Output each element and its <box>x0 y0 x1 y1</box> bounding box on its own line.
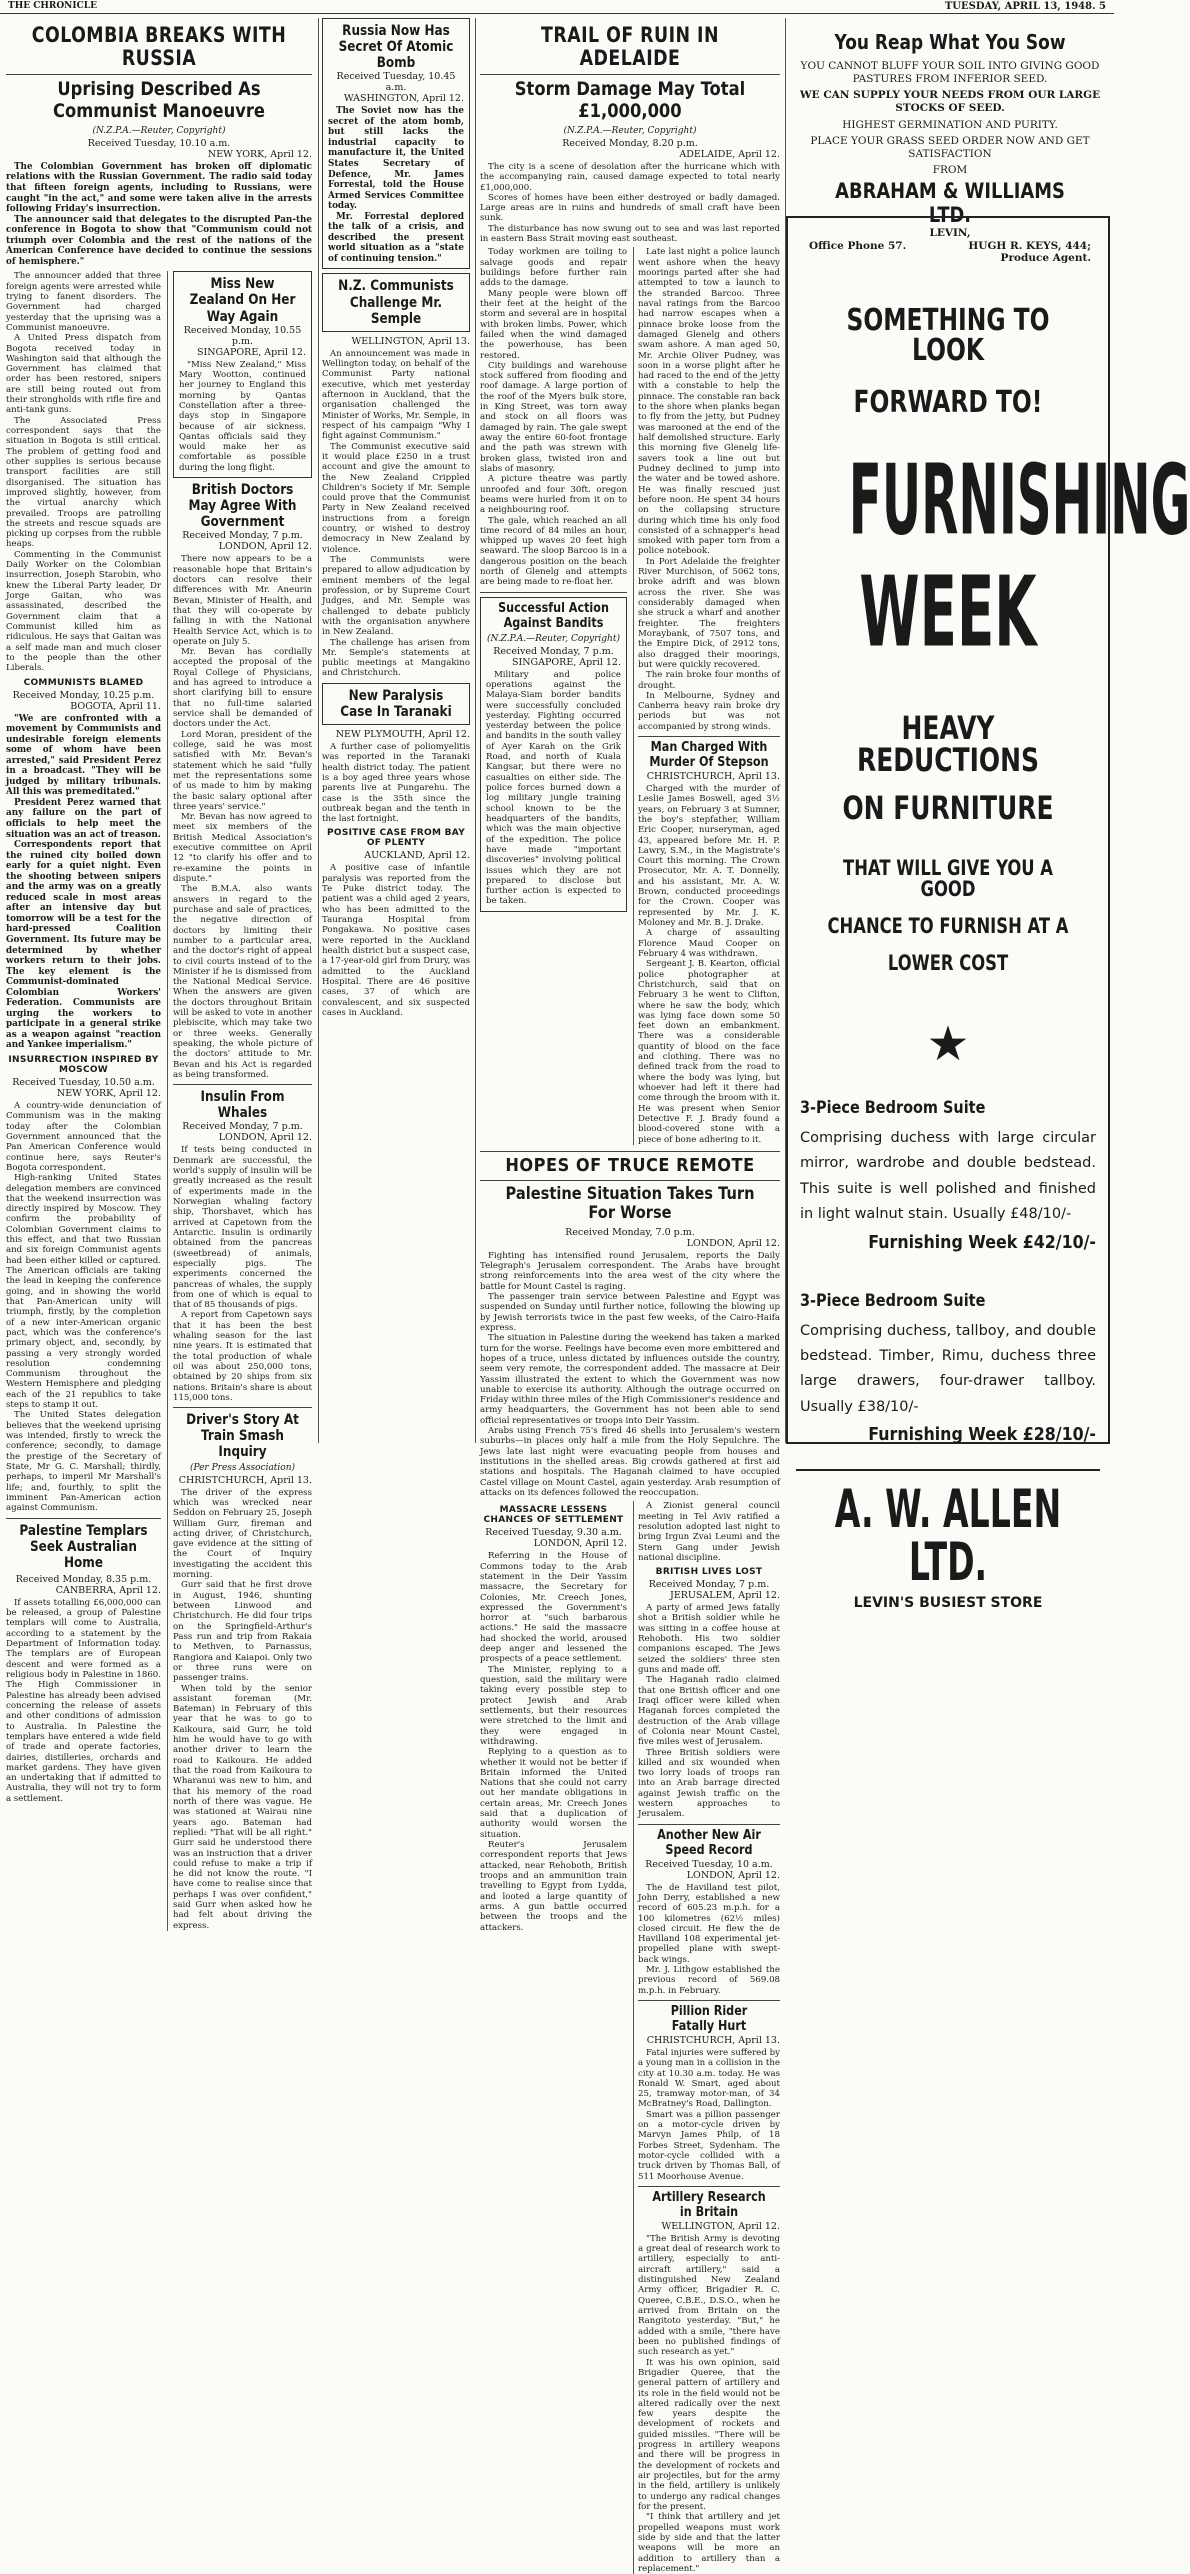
headline-semple: N.Z. Communists Challenge Mr. Semple <box>338 278 454 327</box>
dateline: SINGAPORE, April 12. <box>196 346 306 358</box>
paragraph: Three British soldiers were killed and six wounded when two lorry loads of troops ran into an Arab barrage directed against Jewish traffic on the western approaches to Jerusalem. <box>638 1747 780 1820</box>
article-miss-nz <box>173 271 312 478</box>
dateline: ADELAIDE, April 12. <box>679 148 780 160</box>
paragraph: In Melbourne, Sydney and Canberra heavy rain broke dry periods but was not accompanied by strong winds. <box>638 690 780 732</box>
paragraph: The B.M.A. also wants answers in regard to the purchase and sale of practices, the negative direction of doctors by limiting their number to a particular area, and the doctor's right of appeal to civil courts instead of to the Minister if he is dismissed from the National Medical Service. When the answers are given the doctors throughout Britain will be asked to vote in another plebiscite, which may take two or three weeks. Generally speaking, the whole picture of the doctors' attitude to Mr. Bevan and his Act is regarded as being transformed. <box>173 884 312 1080</box>
paragraph: A party of armed Jews fatally shot a British soldier while he was sitting in a coffee house at Rehoboth. His two soldier companions escaped. The Jews seized the soldiers' three sten guns and made off. <box>638 1603 780 1676</box>
paragraph: Gurr said that he first drove in August, 1946, shunting between Linwood and Christchurch. He did four trips on the Springfield-Arthur's Pass run and trip from Rakaia to Methven, to Parnassus, Rangiora and Kaiapoi. Only two or three runs were on passenger trains. <box>173 1580 312 1684</box>
paragraph: Commenting in the Communist Daily Worker on the Colombian insurrection, Joseph Starobin, who knew the Liberal Party leader, Dr Jorge Gaitan, who was assassinated, described the Government claim that a Communist killed him as ridiculous. He says that Gaitan was a self made man and much closer to the people than the other Liberals. <box>6 549 161 674</box>
ad2-line: HEAVY REDUCTIONS <box>857 709 1039 779</box>
paragraph: "The British Army is devoting a great deal of research work to artillery, especially to anti-aircraft artillery," said a distinguished New Zealand Army officer, Brigadier R. C. Queree, C.B.E., D.S.O., when he arrived from Britain on the Rangitoto yesterday. "But," he added with a smile, "there have been no published findings of such research as yet." <box>638 2233 780 2358</box>
dateline: NEW PLYMOUTH, April 12. <box>335 728 470 740</box>
paragraph: A country-wide denunciation of Communism was in the making today after the Colombian Government announced that the Pan American Conference would continue here, says Reuter's Bogota correspondent. <box>6 1101 161 1173</box>
star-icon: ★ <box>926 1016 970 1072</box>
paragraph: In Port Adelaide the freighter River Murchison, of 5062 tons, broke adrift and was blown across the river. She was considerably damaged when she struck a wharf and another freighter. The freighters Moraybank, of 7507 tons, and the Empire Dick, of 2912 tons, also dragged their moorings, but were quickly recovered. <box>638 556 780 670</box>
received: Received Monday, 7 p.m. <box>493 645 614 657</box>
paragraph: The Communists were prepared to allow adjudication by eminent members of the legal profession, or by Supreme Court Judges, and Mr. Semple was challenged to debate publicly with the organisation anywhere in New Zealand. <box>322 555 470 638</box>
headline-adelaide: TRAIL OF RUIN IN ADELAIDE <box>541 23 719 71</box>
ad1-agent: HUGH R. KEYS, 444; <box>968 240 1091 253</box>
subhead-communists-blamed: COMMUNISTS BLAMED <box>23 677 144 688</box>
issue-date: TUESDAY, APRIL 13, 1948. 5 <box>944 1 1106 12</box>
paragraph: The United States delegation believes that the weekend uprising was intended, firstly to wreck the conference; secondly, to damage the prestige of the Secretary of State, Mr G. C. Marshall; thirdly, perhaps, to imperil Mr Marshall's life; and, fourthly, to split the imminent Pan-American action against Communism. <box>6 1410 161 1514</box>
subhead-massacre: MASSACRE LESSENS CHANCES OF SETTLEMENT <box>483 1505 624 1526</box>
dateline: NEW YORK, April 12. <box>207 148 312 160</box>
paragraph: The Communist executive said it would place £250 in a trust account and give the amount to the New Zealand Crippled Children's Society if Mr. Semple could prove that the Communist Party in New Zealand received instructions from a foreign country, or wished to destroy democracy in New Zealand by violence. <box>322 441 470 555</box>
received: Received Monday, 7 p.m. <box>648 1579 770 1591</box>
paragraph: Correspondents report that the ruined city boiled down early for a quiet night. Even the shooting between snipers and the army was on a greatly reduced scale in most areas after an intensive day but tomorrow will be a test for the hard-pressed Coalition Government. Its future may be determined by whether workers return to their jobs. The key element is the Communist-dominated Colombian Workers' Federation. Communists are urging the workers to participate in a general strike as a weapon against "reaction and Yankee imperialism." <box>6 840 161 1051</box>
article-bandits <box>480 597 627 912</box>
received: Received Monday, 10.25 p.m. <box>12 689 155 701</box>
ad2-line: FORWARD TO! <box>853 385 1043 420</box>
paragraph: Fatal injuries were suffered by a young man in a collision in the city at 10.30 a.m. today. He was Ronald W. Smart, aged about 25, tramway motor-man, of 34 McBratney's Road, Dallington. <box>638 2047 780 2110</box>
paragraph: Lord Moran, president of the college, said he was most satisfied with Mr. Bevan's statement which he said "fully met the representations some of us made to him by making the basic salary optional after three years' service." <box>173 729 312 812</box>
paragraph: A Zionist general council meeting in Tel Aviv ratified a resolution adopted last night to bring Irgun Zvai Leumi and the Stern Gang under Jewish national discipline. <box>638 1501 780 1563</box>
paragraph: The Soviet now has the secret of the atom bomb, but still lacks the industrial capacity to manufacture it, the United States Secretary of Defence, Mr. James Forrestal, told the House Armed Services Committee today. <box>328 106 464 212</box>
ad-furnishing-week <box>786 216 1190 1611</box>
headline-colombia: COLOMBIA BREAKS WITH RUSSIA <box>31 23 287 71</box>
suite-2-description: Comprising duchess, tallboy, and double bedstead. Timber, Rimu, duchess three large drawers, four-drawer tallboy. Usually £38/10/- <box>800 1322 1096 1415</box>
subhead-palestine: Palestine Situation Takes Turn For Worse <box>505 1183 755 1224</box>
received: Received Monday, 8.35 p.m. <box>15 1573 152 1585</box>
credit: (N.Z.P.A.—Reuter, Copyright) <box>563 125 697 136</box>
paragraph: The de Havilland test pilot, John Derry, established a new record of 605.23 m.p.h. for a 100 kilometres (62½ miles) closed circuit. He flew the de Havilland 108 experimental jet-propelled plane with swept-back wings. <box>638 1882 780 1965</box>
paragraph: President Perez warned that any failure on the part of officials to help meet the situation was an act of treason. <box>6 797 161 840</box>
received: Received Tuesday, 10 a.m. <box>645 1858 773 1870</box>
headline-air-speed: Another New Air Speed Record <box>657 1827 761 1858</box>
paragraph: "We are confronted with a movement by Communists and undesirable foreign elements some of whom have been arrested," said President Perez in a broadcast. "They will be judged by military tribunals. All this was premeditated." <box>6 713 161 798</box>
dateline: WASHINGTON, April 12. <box>343 93 464 105</box>
column-colombia <box>6 18 312 1931</box>
headline-pillion: Pillion Rider Fatally Hurt <box>670 2004 748 2034</box>
received: Received Tuesday, 9.30 a.m. <box>485 1527 622 1539</box>
received: Received Tuesday, 10.50 a.m. <box>12 1077 155 1089</box>
ad1-line: PLACE YOUR GRASS SEED ORDER NOW AND GET SATISFACTION <box>810 134 1090 160</box>
subhead-colombia: Uprising Described As Communist Manoeuvre <box>52 78 266 123</box>
paragraph: The challenge has arisen from Mr. Semple's statements at public meetings at Mangakino and Christchurch. <box>322 637 470 679</box>
paragraph: A United Press dispatch from Bogota received today in Washington said that although the Government has claimed that order has been restored, snipers are still being routed out from their strongholds with rifle fire and anti-tank guns. <box>6 333 161 416</box>
paragraph: Mr. Forrestal deplored the talk of a crisis, and described the present world situation as a "state of continuing tension." <box>328 211 464 264</box>
dateline: BOGOTA, April 11. <box>70 700 161 712</box>
paragraph: Arabs using French 75's fired 46 shells into Jerusalem's western suburbs—in places only half a mile from the Holy Sepulchre. The Jews late last night were evacuating people from houses and institutions in the shelled areas. Big crowds gathered at first aid stations and hospitals. The Haganah claimed to have occupied Castel village on Mount Castel, again yesterday. Arab resumption of attacks on its defences followed the reoccupation. <box>480 1426 780 1498</box>
masthead <box>0 0 1114 14</box>
ad1-agent-role: Produce Agent. <box>1000 252 1091 265</box>
ad2-company: A. W. ALLEN LTD. <box>834 1477 1062 1593</box>
suite-1-price: Furnishing Week £42/10/- <box>868 1231 1096 1253</box>
received: Received Monday, 7 p.m. <box>182 530 303 542</box>
ad1-line: HIGHEST GERMINATION AND PURITY. <box>842 118 1058 131</box>
credit: (N.Z.P.A.—Reuter, Copyright) <box>92 125 226 136</box>
dateline: CHRISTCHURCH, April 13. <box>646 2034 780 2046</box>
ad2-line: CHANCE TO FURNISH AT A <box>827 914 1069 938</box>
paragraph: The rain broke four months of drought. <box>638 670 780 691</box>
headline-paralysis: New Paralysis Case In Taranaki <box>340 687 452 720</box>
paragraph: When told by the senior assistant foreman (Mr. Bateman) in February of this year that he was to go to Kaikoura, said Gurr, he told him he would have to go with another driver to learn the road to Kaikoura. He added that the road from Kaikoura to Wharanui was new to him, and that his memory of the road north of there was vague. He was stationed at Wairau nine years ago. Bateman had replied: "That will be all right." Gurr said he understood there was an instruction that a driver could refuse to make a trip if he did not know the route. "I have come to realise since that perhaps I was over confident," said Gurr when asked how he had felt about driving the express. <box>173 1683 312 1931</box>
dateline: JERUSALEM, April 12. <box>670 1590 780 1602</box>
subhead-bay-of-plenty: POSITIVE CASE FROM BAY OF PLENTY <box>326 828 466 849</box>
paragraph: The driver of the express which was wrecked near Seddon on February 25, Joseph William Gurr, fireman and acting driver, of Christchurch, gave evidence at the sitting of the Court of Inquiry investigating the accident this morning. <box>173 1487 312 1581</box>
dateline: AUCKLAND, April 12. <box>364 850 470 862</box>
paragraph: Smart was a pillion passenger on a motor-cycle driven by Marvyn James Philp, of 18 Forbes Street, Sydenham. The motor-cycle collided with a truck driven by Thomas Ball, of 511 Moorhouse Avenue. <box>638 2109 780 2182</box>
ad2-tagline: LEVIN'S BUSIEST STORE <box>853 1595 1043 1611</box>
headline-doctors: British Doctors May Agree With Government <box>188 482 297 531</box>
dateline: CHRISTCHURCH, April 13. <box>646 770 780 782</box>
suite-1 <box>788 1098 1108 1253</box>
article-atomic <box>322 18 470 269</box>
paragraph: If tests being conducted in Denmark are successful, the world's supply of insulin will be greatly increased as the result of experiments made in the Norwegian whaling factory ship, Thorshavet, which has arrived at Capetown from the Antarctic. Insulin is ordinarily obtained from the pancreas (sweetbread) of animals, especially pigs. The experiments concerned the pancreas of whales, the supply from one of which is equal to that of 85 thousands of pigs. <box>173 1145 312 1311</box>
paragraph: Charged with the murder of Leslie James Boswell, aged 3½ years, on February 3 at Sumner, the boy's stepfather, William Eric Cooper, nurseryman, aged 43, appeared before Mr. H. P. Lawry, S.M., in the Magistrate's Court this morning. The Crown Prosecutor, Mr. A. T. Donnelly, and his assistant, Mr. A. W. Brown, conducted proceedings for the Crown. Cooper was represented by Mr. J. K. Moloney and Mr. B. J. Drake. <box>638 783 780 928</box>
ad2-line: ON FURNITURE <box>842 789 1054 827</box>
paragraph: The disturbance has now swung out to sea and was last reported in eastern Bass Strait moving east southeast. <box>480 223 780 245</box>
dateline: LONDON, April 12. <box>218 1132 312 1144</box>
article-communists-semple <box>322 273 470 331</box>
paragraph: The situation in Palestine during the weekend has taken a marked turn for the worse. Feelings have become even more embittered and hopes of a truce, unless dictated by influences outside the country, seem very remote, the correspondent added. The massacre at Deir Yassim illustrated the extent to which the Government was now unable to exercise its authority. Although the outrage occurred on Friday within three miles of the High Commissioner's residence and army headquarters, the Government has not been able to send official representatives or troops into Deir Yassim. <box>480 1333 780 1426</box>
paragraph: The city is a scene of desolation after the hurricane which with the accompanying rain, caused damage expected to total nearly £1,000,000. <box>480 161 780 193</box>
ad1-line: YOU CANNOT BLUFF YOUR SOIL INTO GIVING GOOD PASTURES FROM INFERIOR SEED. <box>800 60 1100 86</box>
paragraph: Today workmen are toiling to salvage goods and repair buildings before further rain adds to the damage. <box>480 247 627 289</box>
ad1-company: ABRAHAM & WILLIAMS LTD. <box>835 179 1065 227</box>
received: Received Tuesday, 10.45 a.m. <box>336 71 456 94</box>
received: Received Monday, 8.20 p.m. <box>562 137 698 149</box>
received: Received Monday, 10.55 p.m. <box>183 324 302 347</box>
subhead-british-lives: BRITISH LIVES LOST <box>655 1567 763 1578</box>
paragraph: There now appears to be a reasonable hope that Britain's doctors can resolve their differences with Mr. Aneurin Bevan, Minister of Health, and that they will co-operate by falling in with the National Health Service Act, which is to operate on July 5. <box>173 554 312 647</box>
lead-paragraph: The Colombian Government has broken off diplomatic relations with the Russian Government. The radio said today that fifteen foreign agents, including to Russians, were caught "in the act," and some were taken alive in the arrests following Friday's insurrection. <box>6 161 312 215</box>
ad1-town: LEVIN, <box>929 227 971 239</box>
dateline: WELLINGTON, April 12. <box>661 2220 780 2232</box>
headline-miss-nz: Miss New Zealand On Her Way Again <box>189 276 296 325</box>
suite-2-title: 3-Piece Bedroom Suite <box>800 1290 986 1311</box>
dateline: CHRISTCHURCH, April 13. <box>178 1474 312 1486</box>
paragraph: A charge of assaulting Florence Maud Cooper on February 4 was withdrawn. <box>638 928 780 959</box>
paragraph: Mr. Bevan has cordially accepted the proposal of the Royal College of Physicians, and has agreed to introduce a short clarifying bill to ensure that no full-time salaried service shall be demanded of doctors under the Act. <box>173 647 312 730</box>
paragraph: The Associated Press correspondent says that the situation in Bogota is still critical. The problem of getting food and other supplies is serious because transport facilities are still disorganised. The situation has improved slightly, however, from the virtual anarchy which prevailed. Troops are patrolling the streets and rescue squads are picking up corpses from the rubble heaps. <box>6 415 161 550</box>
dateline: NEW YORK, April 12. <box>56 1088 161 1100</box>
paragraph: Late last night a police launch went ashore when the heavy moorings parted after she had attempted to tow a launch to the stranded Barcoo. Three naval ratings from the Barcoo had narrow escapes when a pinnace broke loose from the damaged Glenelg and others swam ashore. A man aged 50, Mr. Archie Oliver Pudney, was soon in a worse plight after he had raced to the end of the jetty with a constable to help the pinnace. The constable ran back to the shore when planks began to fly from the jetty, but Pudney was marooned at the end of the half demolished structure. Early this morning five Glenelg life-savers took a line out but Pudney declined to jump into the water and be towed ashore. He was finally rescued just before noon. He spent 34 hours on the collapsing structure during which time his only food consisted of a schnapper's head smoked with paper torn from a police notebook. <box>638 247 780 557</box>
dateline: LONDON, April 12. <box>218 541 312 553</box>
headline-artillery: Artillery Research in Britain <box>652 2189 766 2220</box>
paragraph: City buildings and warehouse stock suffered from flooding and roof damage. A large portion of the roof of the Myers bulk store, in King Street, was torn away and stock on all floors was damaged by rain. The gale swept away the entire 60-foot frontage and the path was strewn with broken glass, twisted iron and slabs of masonry. <box>480 360 627 474</box>
paragraph: Fighting has intensified round Jerusalem, reports the Daily Telegraph's Jerusalem correspondent. The Arabs have brought strong reinforcements into the area west of the city where the battle for Mount Castel is raging. <box>480 1250 780 1292</box>
paragraph: "I think that artillery and jet propelled weapons must work side by side and that the latter weapons will be more an addition to artillery than a replacement." <box>638 2512 780 2574</box>
ad2-furnishing: FURNISHING <box>848 444 1190 558</box>
suite-1-description: Comprising duchess with large circular mirror, wardrobe and double bedstead. This suite is well polished and finished in light walnut stain. Usually £48/10/- <box>800 1130 1096 1223</box>
dateline: LONDON, April 12. <box>533 1538 627 1550</box>
paragraph: Many people were blown off their feet at the height of the storm and several are in hospital with broken limbs. Power, which failed when the wind damaged the powerhouse, has been restored. <box>480 288 627 361</box>
dateline: WELLINGTON, April 13. <box>351 335 470 347</box>
paragraph: A positive case of infantile paralysis was reported from the Te Puke district today. The patient was a child aged 2 years, who has been admitted to the Tauranga Hospital from Pongakawa. No positive cases were reported in the Auckland health district but a suspect case, a 17-year-old girl from Drury, was admitted to the Auckland Hospital. There are 46 positive cases, 37 of which are convalescent, and six suspected cases in Auckland. <box>322 863 470 1018</box>
subhead-storm: Storm Damage May Total £1,000,000 <box>514 78 746 123</box>
column-2 <box>322 18 470 1443</box>
received: Received Tuesday, 10.10 a.m. <box>87 137 231 149</box>
dateline: LONDON, April 12. <box>686 1869 780 1881</box>
dateline: CANBERRA, April 12. <box>55 1584 161 1596</box>
headline-bandits: Successful Action Against Bandits <box>498 600 609 631</box>
headline-murder: Man Charged With Murder Of Stepson <box>649 740 769 770</box>
headline-atomic: Russia Now Has Secret Of Atomic Bomb <box>338 23 454 72</box>
headline-train-smash: Driver's Story At Train Smash Inquiry <box>186 1412 299 1461</box>
ad1-title: You Reap What You Sow <box>834 30 1066 54</box>
ad2-line: THAT WILL GIVE YOU A GOOD <box>843 856 1053 901</box>
paragraph: Sergeant J. B. Kearton, official police photographer at Christchurch, said that on February 3 he went to Clifton, where he saw the body, which was lying face down some 50 feet down an embankment. There was a considerable quantity of blood on the face and clothing. There was no defined track from the road to where the body was lying, but whoever had left it there had come through the broom with it. He was present when Senior Detective F. J. Brady found a blood-covered stone with a piece of bone adhering to it. <box>638 959 780 1145</box>
paragraph: Referring in the House of Commons today to the Arab statement in the Deir Yassim massacre, the Secretary for Colonies, Mr. Creech Jones, expressed the Government's horror at "such barbarous actions." He said the massacre had shocked the world, aroused deep anger and lessened the prospects of a peace settlement. <box>480 1551 627 1665</box>
paragraph: A picture theatre was partly unroofed and four 30ft. oregon beams were hurled from it on to a neighbouring roof. <box>480 474 627 516</box>
paragraph: The Haganah radio claimed that one British officer and one Iraqi officer were killed when Haganah forces completed the destruction of the Arab village of Colonia near Mount Castel, five miles west of Jerusalem. <box>638 1675 780 1748</box>
paragraph: Military and police operations against the Malaya-Siam border bandits were successfully concluded yesterday. Fighting occurred yesterday between the police and bandits in the south valley of Ayer Karah on the Grik Road, and north of Kuala Kangsar, but there were no casualties on either side. The police forces burned down a log military jungle training school known to be the headquarters of the bandits, which was the main objective of the expedition. The police have made "important discoveries" involving political issues which they are not prepared to disclose but further action is expected to be taken. <box>486 669 621 907</box>
ad1-from: FROM <box>932 163 968 176</box>
paragraph: A further case of poliomyelitis was reported in the Taranaki health district today. The patient is a boy aged three years whose parents live at Pungarehu. The case is the 35th since the outbreak began and the tenth in the last fortnight. <box>322 741 470 825</box>
paragraph: It was his own opinion, said Brigadier Queree, that the general pattern of artillery and its role in the field would not be altered radically over the next few years despite the development of rockets and guided missiles. "There will be progress in artillery weapons and there will be progress in the development of rockets and air projectiles, but for the army in the field, artillery is unlikely to undergo any radical changes for the present. <box>638 2357 780 2512</box>
paragraph: The announcer added that three foreign agents were arrested while trying to fanent disorders. The Government had charged yesterday that the uprising was a Communist manoeuvre. <box>6 271 161 333</box>
ad2-line: LOWER COST <box>887 951 1009 975</box>
dateline: LONDON, April 12. <box>686 1237 780 1249</box>
paragraph: Mr. J. Lithgow established the previous record of 569.08 m.p.h. in February. <box>638 1965 780 1996</box>
suite-2-price: Furnishing Week £28/10/- <box>868 1424 1096 1445</box>
headline-templars: Palestine Templars Seek Australian Home <box>19 1522 148 1571</box>
received: Received Monday, 7.0 p.m. <box>565 1226 695 1238</box>
received: Received Monday, 7 p.m. <box>182 1121 303 1133</box>
credit: (Per Press Association) <box>189 1462 296 1473</box>
paragraph: Scores of homes have been either destroyed or badly damaged. Large areas are in ruins and hundreds of small craft have been sunk. <box>480 192 780 224</box>
subhead-insurrection: INSURRECTION INSPIRED BY MOSCOW <box>8 1055 159 1076</box>
ad2-week: WEEK <box>859 556 1037 670</box>
paragraph: Replying to a question as to whether it would not be better if Britain informed the United Nations that she could not carry out her mandate obligations in certain areas, Mr. Creech Jones said that a duplication of authority would worsen the situation. <box>480 1747 627 1840</box>
paragraph: High-ranking United States delegation members are convinced that the weekend insurrection was directly inspired by Moscow. They confirm the probability of Colombian Government claims to this effect, and that two Russian and six foreign Communist agents had been either killed or captured. The American officials are taking the lead in keeping the conference going, and in showing the world that Pan-American unity will triumph, firstly, by the completion of a new inter-American organic pact, which was the conference's primary object, and, secondly, by passing a very strongly worded resolution condemning Communism throughout the Western Hemisphere and pledging each of the 21 republics to take steps to stamp it out. <box>6 1173 161 1411</box>
article-paralysis <box>322 683 470 725</box>
ad2-line: SOMETHING TO LOOK <box>846 303 1050 368</box>
paragraph: A report from Capetown says that it has been the best whaling season for the last nine years. It is estimated that the total production of whale oil was about 250,000 tons, obtained by 20 ships from six nations. Britain's share is about 115,000 tons. <box>173 1310 312 1403</box>
suite-2 <box>788 1291 1108 1446</box>
dateline: SINGAPORE, April 12. <box>511 656 621 668</box>
ad1-phone: Office Phone 57. <box>809 240 907 253</box>
paragraph: The gale, which reached an all time record of 84 miles an hour, whipped up waves 20 feet high seaward. The sloop Barcoo is in a dangerous position on the beach north of Glenelg and attempts are being made to re-float her. <box>480 515 627 588</box>
credit: (N.Z.P.A.—Reuter, Copyright) <box>487 633 620 644</box>
paragraph: The announcer said that delegates to the disrupted Pan-the conference in Bogota to show that "Communism could not triumph over Colombia and the rest of the nations of the American Conference have decided to continue the sessions of hemisphere." <box>6 214 312 267</box>
paragraph: The passenger train service between Palestine and Egypt was suspended on Sunday until further notice, following the blowing up by Jewish terrorists twice in the past few weeks, of the Cairo-Haifa express. <box>480 1292 780 1333</box>
paragraph: An announcement was made in Wellington today, on behalf of the Communist Party national executive, which met yesterday afternoon in Auckland, that the organisation challenged the Minister of Works, Mr. Semple, in respect of his campaign "Why I fight against Communism." <box>322 348 470 442</box>
paragraph: The Minister, replying to a question, said the military were taking every possible step to protect Jewish and Arab settlements, but their resources were stretched to the limit and they were engaged in withdrawing. <box>480 1664 627 1747</box>
column-adelaide <box>480 18 780 2574</box>
ad1-line: WE CAN SUPPLY YOUR NEEDS FROM OUR LARGE STOCKS OF SEED. <box>799 89 1101 115</box>
paragraph: Reuter's Jerusalem correspondent reports that Jews attacked, near Rehoboth, British troops and an ammunition train travelling to Egypt from Lydda, and looted a large quantity of arms. A gun battle occurred between the troops and the attackers. <box>480 1840 627 1933</box>
headline-truce: HOPES OF TRUCE REMOTE <box>505 1154 755 1176</box>
headline-insulin: Insulin From Whales <box>200 1089 285 1122</box>
ad-abraham-williams <box>791 22 1109 265</box>
paragraph: If assets totalling £6,000,000 can be released, a group of Palestine templars will come to Australia, according to a statement by the Department of Information today. The templars are of European descent and were formed as a religious body in Palestine in 1860. The High Commissioner in Palestine has already been advised concerning the release of assets and other conditions of admission to Australia. In Palestine the templars have entered a wide field of trade and operate factories, dairies, distilleries, orchards and market gardens. They have given an undertaking that if admitted to Australia, they will not try to form a settlement. <box>6 1597 161 1804</box>
paper-name: THE CHRONICLE <box>8 1 97 11</box>
paragraph: Mr. Bevan has now agreed to meet six members of the British Medical Association's executive committee on April 12 "to clarify his offer and to re-examine the points in dispute." <box>173 812 312 885</box>
paragraph: "Miss New Zealand," Miss Mary Wootton, continued her journey to England this morning by Qantas Constellation after a three-days stop in Singapore because of air sickness. Qantas officials said they would make her as comfortable as possible during the long flight. <box>179 359 306 473</box>
suite-1-title: 3-Piece Bedroom Suite <box>800 1098 986 1118</box>
